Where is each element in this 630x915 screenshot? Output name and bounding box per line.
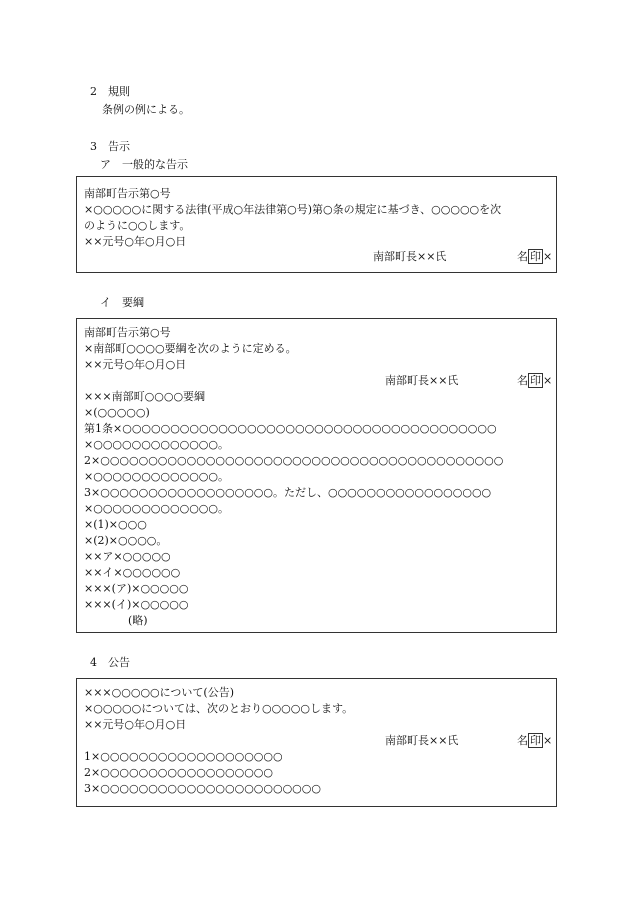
article-item: ××ア×○○○○○ (84, 550, 171, 563)
seal-suffix: × (543, 374, 553, 387)
guideline-title: ×××南部町○○○○要綱 (84, 390, 206, 403)
article-line: 3×○○○○○○○○○○○○○○○○○○。ただし、○○○○○○○○○○○○○○○○○ (84, 486, 492, 499)
seal-prefix: 名 (517, 734, 528, 747)
section-2-body: 条例の例による。 (102, 103, 190, 116)
section-3i-subheading: イ 要綱 (100, 296, 144, 309)
article-item: ×××(イ)×○○○○○ (84, 598, 189, 611)
seal-suffix: × (543, 250, 553, 263)
omitted-note: (略) (84, 614, 148, 627)
seal-stamp: 印 (530, 250, 541, 263)
notice-box-general (76, 176, 557, 273)
seal-suffix: × (543, 734, 553, 747)
section-3-heading: 3 告示 (90, 140, 130, 153)
article-line: 2×○○○○○○○○○○○○○○○○○○○○○○○○○○○○○○○○○○○○○○○○○○ (84, 454, 504, 467)
article-item: ××イ×○○○○○○ (84, 566, 181, 579)
article-line: ×○○○○○○○○○○○○○。 (84, 438, 229, 451)
notice-date: ××元号○年○月○日 (84, 718, 187, 731)
notice-line: 南部町告示第○号 (84, 187, 171, 200)
notice-line: ×○○○○○に関する法律(平成○年法律第○号)第○条の規定に基づき、○○○○○を次 (84, 203, 502, 216)
seal-prefix: 名 (517, 374, 528, 387)
notice-box-guideline (76, 318, 557, 633)
signer-name: 南部町長××氏 (373, 250, 447, 263)
notice-item: 1×○○○○○○○○○○○○○○○○○○○ (84, 750, 283, 763)
article-line: ×○○○○○○○○○○○○○。 (84, 502, 229, 515)
section-2-heading: 2 規則 (90, 85, 130, 98)
seal-prefix: 名 (517, 250, 528, 263)
signer-name: 南部町長××氏 (385, 734, 459, 747)
article-line: ×○○○○○○○○○○○○○。 (84, 470, 229, 483)
seal-stamp: 印 (530, 734, 541, 747)
notice-line: 南部町告示第○号 (84, 326, 171, 339)
article-item: ×××(ア)×○○○○○ (84, 582, 189, 595)
article-item: ×(1)×○○○ (84, 518, 147, 531)
signer-name: 南部町長××氏 (385, 374, 459, 387)
article-heading: ×(○○○○○) (84, 406, 150, 419)
article-line: 第1条×○○○○○○○○○○○○○○○○○○○○○○○○○○○○○○○○○○○○○○○ (84, 422, 497, 435)
notice-item: 3×○○○○○○○○○○○○○○○○○○○○○○○ (84, 782, 321, 795)
notice-line: ×○○○○○については、次のとおり○○○○○します。 (84, 702, 354, 715)
notice-item: 2×○○○○○○○○○○○○○○○○○○ (84, 766, 273, 779)
notice-title: ×××○○○○○について(公告) (84, 686, 235, 699)
notice-date: ××元号○年○月○日 (84, 235, 187, 248)
notice-line: ×南部町○○○○要綱を次のように定める。 (84, 342, 297, 355)
notice-line: のように○○します。 (84, 219, 191, 232)
article-item: ×(2)×○○○○。 (84, 534, 168, 547)
notice-date: ××元号○年○月○日 (84, 358, 187, 371)
section-3a-subheading: ア 一般的な告示 (100, 158, 188, 171)
seal-stamp: 印 (530, 374, 541, 387)
section-4-heading: 4 公告 (90, 656, 130, 669)
notice-box-public (76, 678, 557, 807)
